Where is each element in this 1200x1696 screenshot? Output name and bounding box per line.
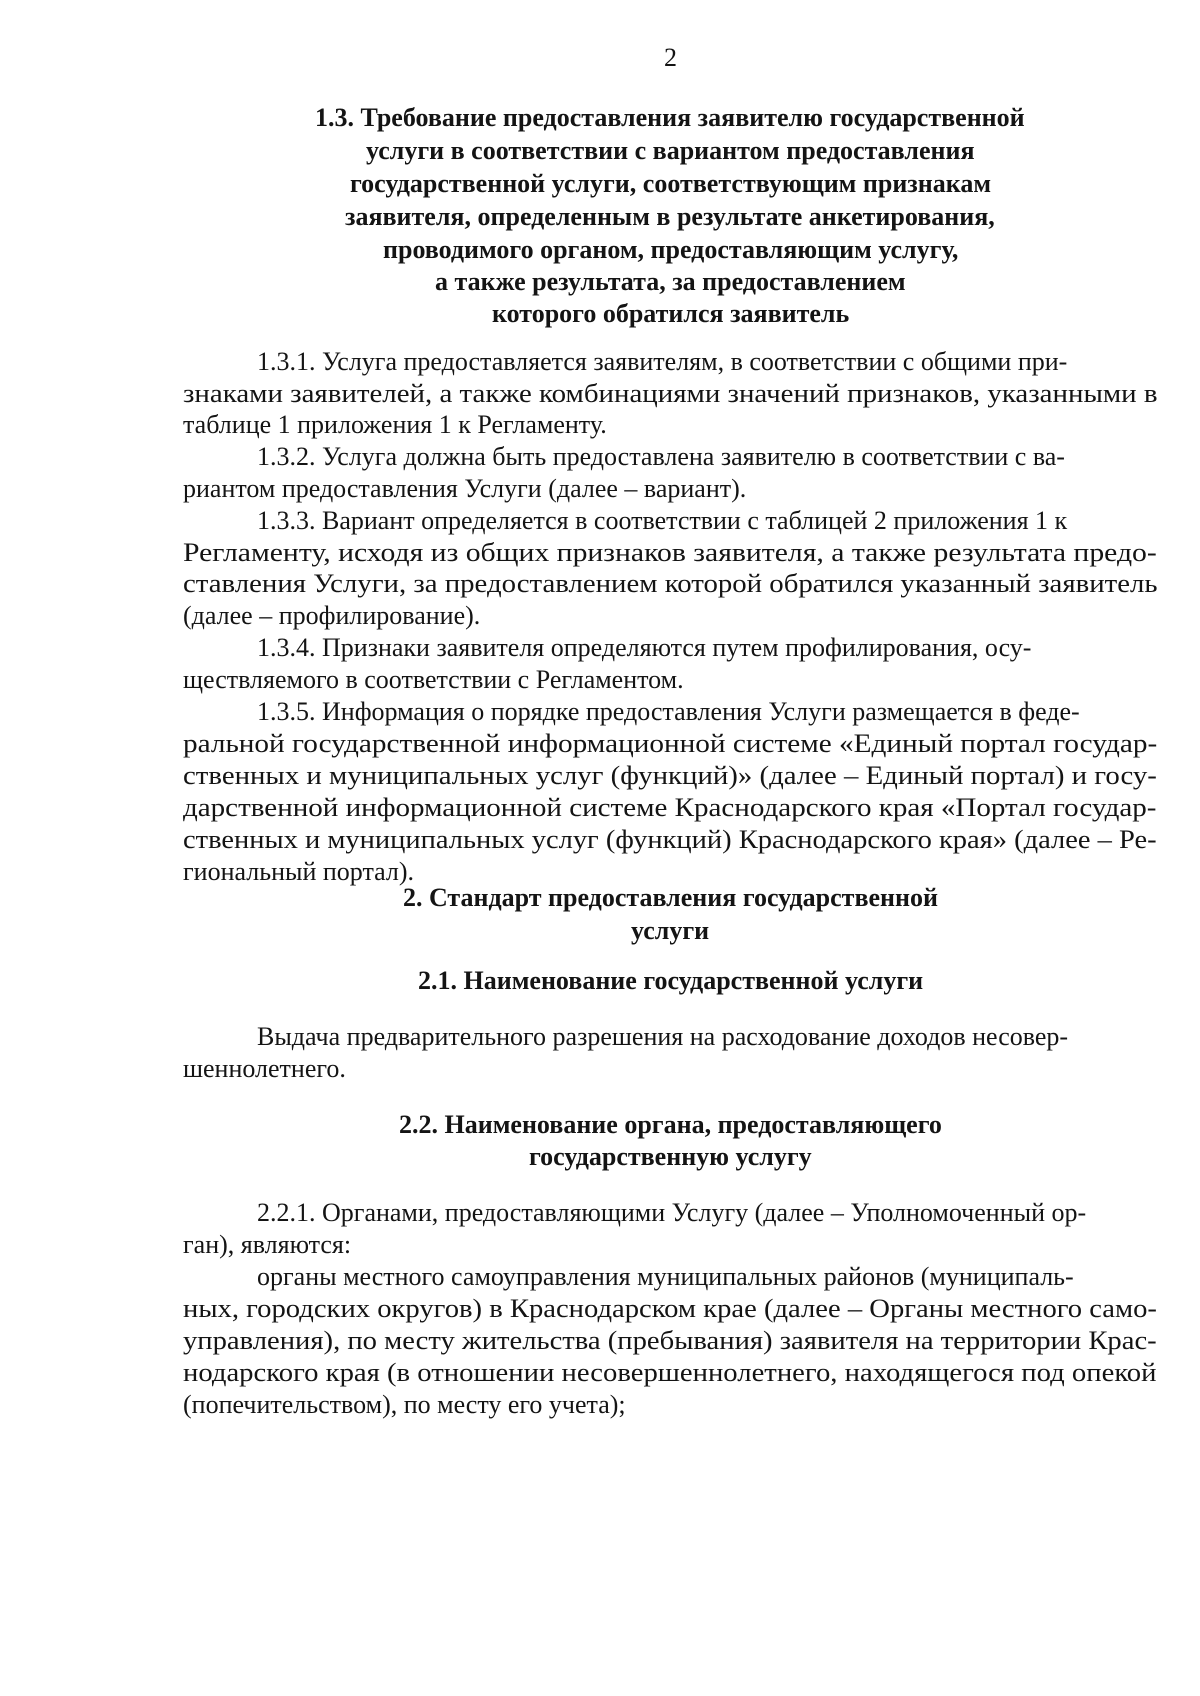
- paragraph-line: 1.3.3. Вариант определяется в соответствии с таблицей 2 приложения 1 к: [257, 506, 1068, 535]
- paragraph-line: (далее – профилирование).: [183, 601, 481, 630]
- paragraph-line: 1.3.4. Признаки заявителя определяются путем профилирования, осу-: [257, 633, 1032, 662]
- paragraph-line: ных, городских округов) в Краснодарском крае (далее – Органы местного само-: [183, 1294, 1157, 1323]
- section-heading-line: которого обратился заявитель: [492, 299, 850, 328]
- paragraph-line: органы местного самоуправления муниципальных районов (муниципаль-: [257, 1262, 1074, 1291]
- section-heading-line: государственной услуги, соответствующим признакам: [350, 169, 992, 198]
- paragraph-line: 1.3.2. Услуга должна быть предоставлена заявителю в соответствии с ва-: [257, 442, 1065, 471]
- section-heading-line: 1.3. Требование предоставления заявителю государственной: [315, 103, 1025, 132]
- paragraph-line: 1.3.1. Услуга предоставляется заявителям, в соответствии с общими при-: [257, 347, 1068, 376]
- paragraph-line: Регламенту, исходя из общих признаков заявителя, а также результата предо-: [183, 538, 1157, 567]
- paragraph-line: нодарского края (в отношении несовершеннолетнего, находящегося под опекой: [183, 1358, 1157, 1387]
- paragraph-line: ществляемого в соответствии с Регламентом.: [183, 665, 684, 694]
- paragraph-line: ган), являются:: [183, 1230, 352, 1259]
- paragraph-line: Выдача предварительного разрешения на расходование доходов несовер-: [257, 1022, 1069, 1051]
- paragraph-line: ральной государственной информационной системе «Единый портал государ-: [183, 729, 1158, 758]
- paragraph-line: 1.3.5. Информация о порядке предоставления Услуги размещается в феде-: [257, 697, 1080, 726]
- subsection-heading-line: 2.1. Наименование государственной услуги: [418, 966, 924, 995]
- paragraph-line: гиональный портал).: [183, 857, 415, 886]
- paragraph-line: риантом предоставления Услуги (далее – вариант).: [183, 474, 747, 503]
- section-heading-line: проводимого органом, предоставляющим услугу,: [383, 235, 959, 264]
- section-heading-line: а также результата, за предоставлением: [435, 267, 906, 296]
- paragraph-line: (попечительством), по месту его учета);: [183, 1390, 626, 1419]
- paragraph-line: шеннолетнего.: [183, 1054, 346, 1083]
- paragraph-line: дарственной информационной системе Краснодарского края «Портал государ-: [183, 793, 1157, 822]
- paragraph-line: ставления Услуги, за предоставлением которой обратился указанный заявитель: [183, 569, 1158, 598]
- paragraph-line: таблице 1 приложения 1 к Регламенту.: [183, 410, 607, 439]
- paragraph-line: знаками заявителей, а также комбинациями значений признаков, указанными в: [183, 379, 1158, 408]
- section-heading-line: заявителя, определенным в результате анкетирования,: [345, 202, 995, 231]
- chapter-heading-line: 2. Стандарт предоставления государственной: [403, 883, 938, 912]
- paragraph-line: 2.2.1. Органами, предоставляющими Услугу (далее – Уполномоченный ор-: [257, 1198, 1087, 1227]
- subsection-heading-line: 2.2. Наименование органа, предоставляющего: [399, 1110, 942, 1139]
- paragraph-line: ственных и муниципальных услуг (функций)» (далее – Единый портал) и госу-: [183, 761, 1157, 790]
- page-number: 2: [664, 43, 677, 72]
- section-heading-line: услуги в соответствии с вариантом предоставления: [366, 136, 975, 165]
- chapter-heading-line: услуги: [631, 916, 710, 945]
- subsection-heading-line: государственную услугу: [529, 1142, 812, 1171]
- paragraph-line: управления), по месту жительства (пребывания) заявителя на территории Крас-: [183, 1326, 1157, 1355]
- paragraph-line: ственных и муниципальных услуг (функций) Краснодарского края» (далее – Ре-: [183, 825, 1157, 854]
